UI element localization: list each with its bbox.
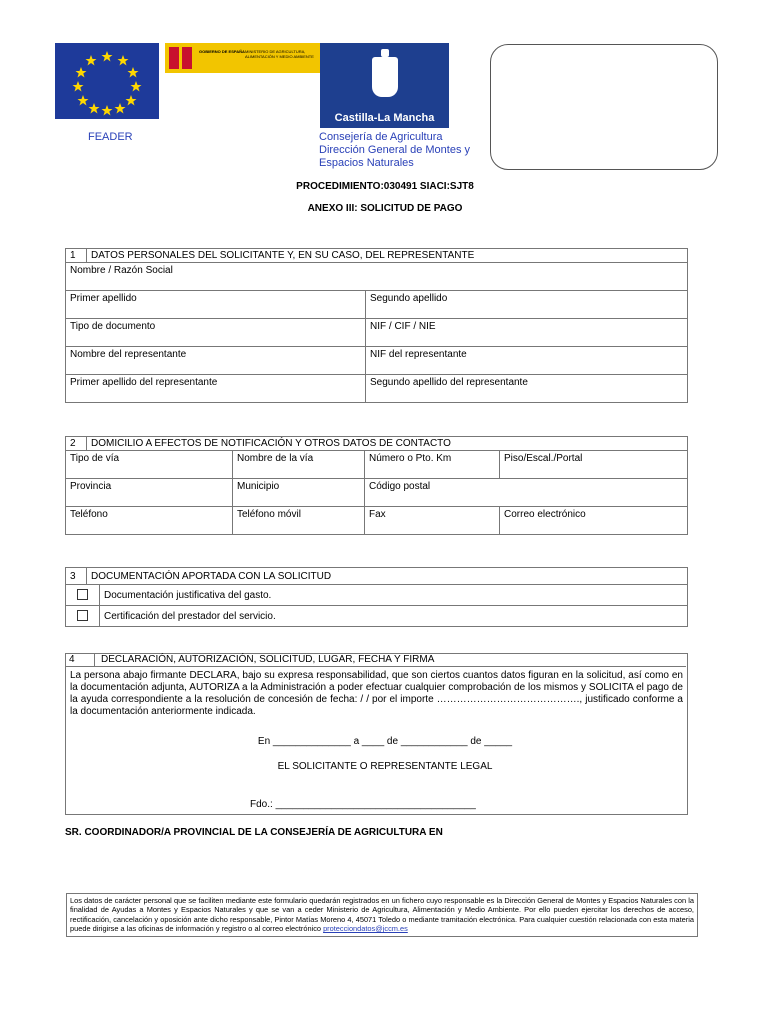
doc-justification-checkbox[interactable] [77, 589, 88, 600]
surname2-field[interactable]: Segundo apellido [366, 291, 688, 319]
section-title: DOCUMENTACIÓN APORTADA CON LA SOLICITUD [87, 568, 688, 585]
via-name-field[interactable]: Nombre de la vía [233, 451, 365, 479]
doc-item-label: Documentación justificativa del gasto. [100, 585, 688, 606]
municipality-field[interactable]: Municipio [233, 479, 365, 507]
name-field[interactable]: Nombre / Razón Social [66, 263, 688, 291]
addressee-line: SR. COORDINADOR/A PROVINCIAL DE LA CONSEJERÍA DE AGRICULTURA EN [65, 827, 443, 838]
privacy-notice [66, 893, 698, 937]
gobierno-text: GOBIERNO DE ESPAÑA [199, 49, 245, 54]
rep-nif-field[interactable]: NIF del representante [366, 347, 688, 375]
doc-checkbox-cell [66, 606, 100, 627]
declaration-text: La persona abajo firmante DECLARA, bajo su expresa responsabilidad, que son ciertos cuantos datos figuran en la solicitud, así como en la documentación adjunta, AUTORIZA a la Administración a poder efectuar cualquier comprobación de los mismos y SOLICITA el pago de la ayuda correspondiente a la resolución de concesión de fecha: / / por el importe ……………………………………., justificado conforme a la documentación anteriormente indicada. [70, 670, 683, 717]
signer-label: EL SOLICITANTE O REPRESENTANTE LEGAL [277, 761, 493, 772]
section-number: 2 [66, 437, 87, 451]
eu-flag-icon [55, 43, 159, 119]
feader-label: FEADER [88, 131, 133, 143]
section-title: DECLARACIÓN, AUTORIZACIÓN, SOLICITUD, LUGAR, FECHA Y FIRMA [101, 654, 435, 665]
via-type-field[interactable]: Tipo de vía [66, 451, 233, 479]
phone-field[interactable]: Teléfono [66, 507, 233, 535]
number-field[interactable]: Número o Pto. Km [365, 451, 500, 479]
nif-field[interactable]: NIF / CIF / NIE [366, 319, 688, 347]
clm-name: Castilla-La Mancha [334, 112, 435, 124]
privacy-text: Los datos de carácter personal que se faciliten mediante este formulario quedarán registrados en un fichero cuyo responsable es la Dirección General de Montes y Espacios Naturales con la finalidad de Ayudas a Montes y Espacios Naturales y que se van a ceder Ministerio de Agricultura, Alimentación y Medio Ambiente. Por ello pueden ejercitar los derechos de acceso, rectificación, cancelación y oposición ante dicho responsable, Pintor Matías Moreno 4, 45071 Toledo o mediante tramitación electrónica. Para cualquier cuestión relacionada con esta materia puede dirigirse a las oficinas de información y registro o al correo electrónico [70, 896, 694, 934]
postal-code-field[interactable]: Código postal [365, 479, 688, 507]
section-title: DOMICILIO A EFECTOS DE NOTIFICACIÓN Y OTROS DATOS DE CONTACTO [87, 437, 688, 451]
mobile-field[interactable]: Teléfono móvil [233, 507, 365, 535]
section-personal-data [65, 248, 688, 403]
procedure-code: PROCEDIMIENTO:030491 SIACI:SJT8 [296, 181, 474, 192]
spain-crest-icon [182, 47, 192, 69]
email-field[interactable]: Correo electrónico [500, 507, 688, 535]
fax-field[interactable]: Fax [365, 507, 500, 535]
rep-name-field[interactable]: Nombre del representante [66, 347, 366, 375]
rep-surname2-field[interactable]: Segundo apellido del representante [366, 375, 688, 403]
privacy-email-link[interactable]: protecciondatos@jccm.es [323, 924, 408, 934]
castilla-la-mancha-logo [320, 43, 449, 128]
registry-stamp-box [490, 44, 718, 170]
doc-item-label: Certificación del prestador del servicio. [100, 606, 688, 627]
surname1-field[interactable]: Primer apellido [66, 291, 366, 319]
clm-crest-icon [372, 57, 398, 97]
ministry-text: MINISTERIO DE AGRICULTURA, ALIMENTACIÓN Y MEDIO AMBIENTE [245, 49, 314, 59]
gobierno-espana-logo [165, 43, 320, 73]
section-number: 3 [66, 568, 87, 585]
department-block [319, 131, 470, 170]
dept-line: Dirección General de Montes y [319, 144, 471, 156]
section-title: DATOS PERSONALES DEL SOLICITANTE Y, EN SU CASO, DEL REPRESENTANTE [87, 249, 688, 263]
floor-field[interactable]: Piso/Escal./Portal [500, 451, 688, 479]
doc-checkbox-cell [66, 585, 100, 606]
dept-line: Espacios Naturales [319, 157, 414, 169]
annex-title: ANEXO III: SOLICITUD DE PAGO [307, 203, 463, 214]
rep-surname1-field[interactable]: Primer apellido del representante [66, 375, 366, 403]
dept-line: Consejería de Agricultura [319, 131, 443, 143]
doc-certification-checkbox[interactable] [77, 610, 88, 621]
section-address [65, 436, 688, 535]
signature-line[interactable]: Fdo.: ____________________________________ [250, 799, 476, 810]
spain-crest-icon [169, 47, 179, 69]
place-date-line[interactable]: En ______________ a ____ de ____________ de _____ [257, 736, 513, 747]
section-header [65, 653, 686, 667]
section-number: 1 [66, 249, 87, 263]
doc-type-field[interactable]: Tipo de documento [66, 319, 366, 347]
province-field[interactable]: Provincia [66, 479, 233, 507]
section-documentation [65, 567, 688, 627]
section-number: 4 [69, 654, 75, 665]
